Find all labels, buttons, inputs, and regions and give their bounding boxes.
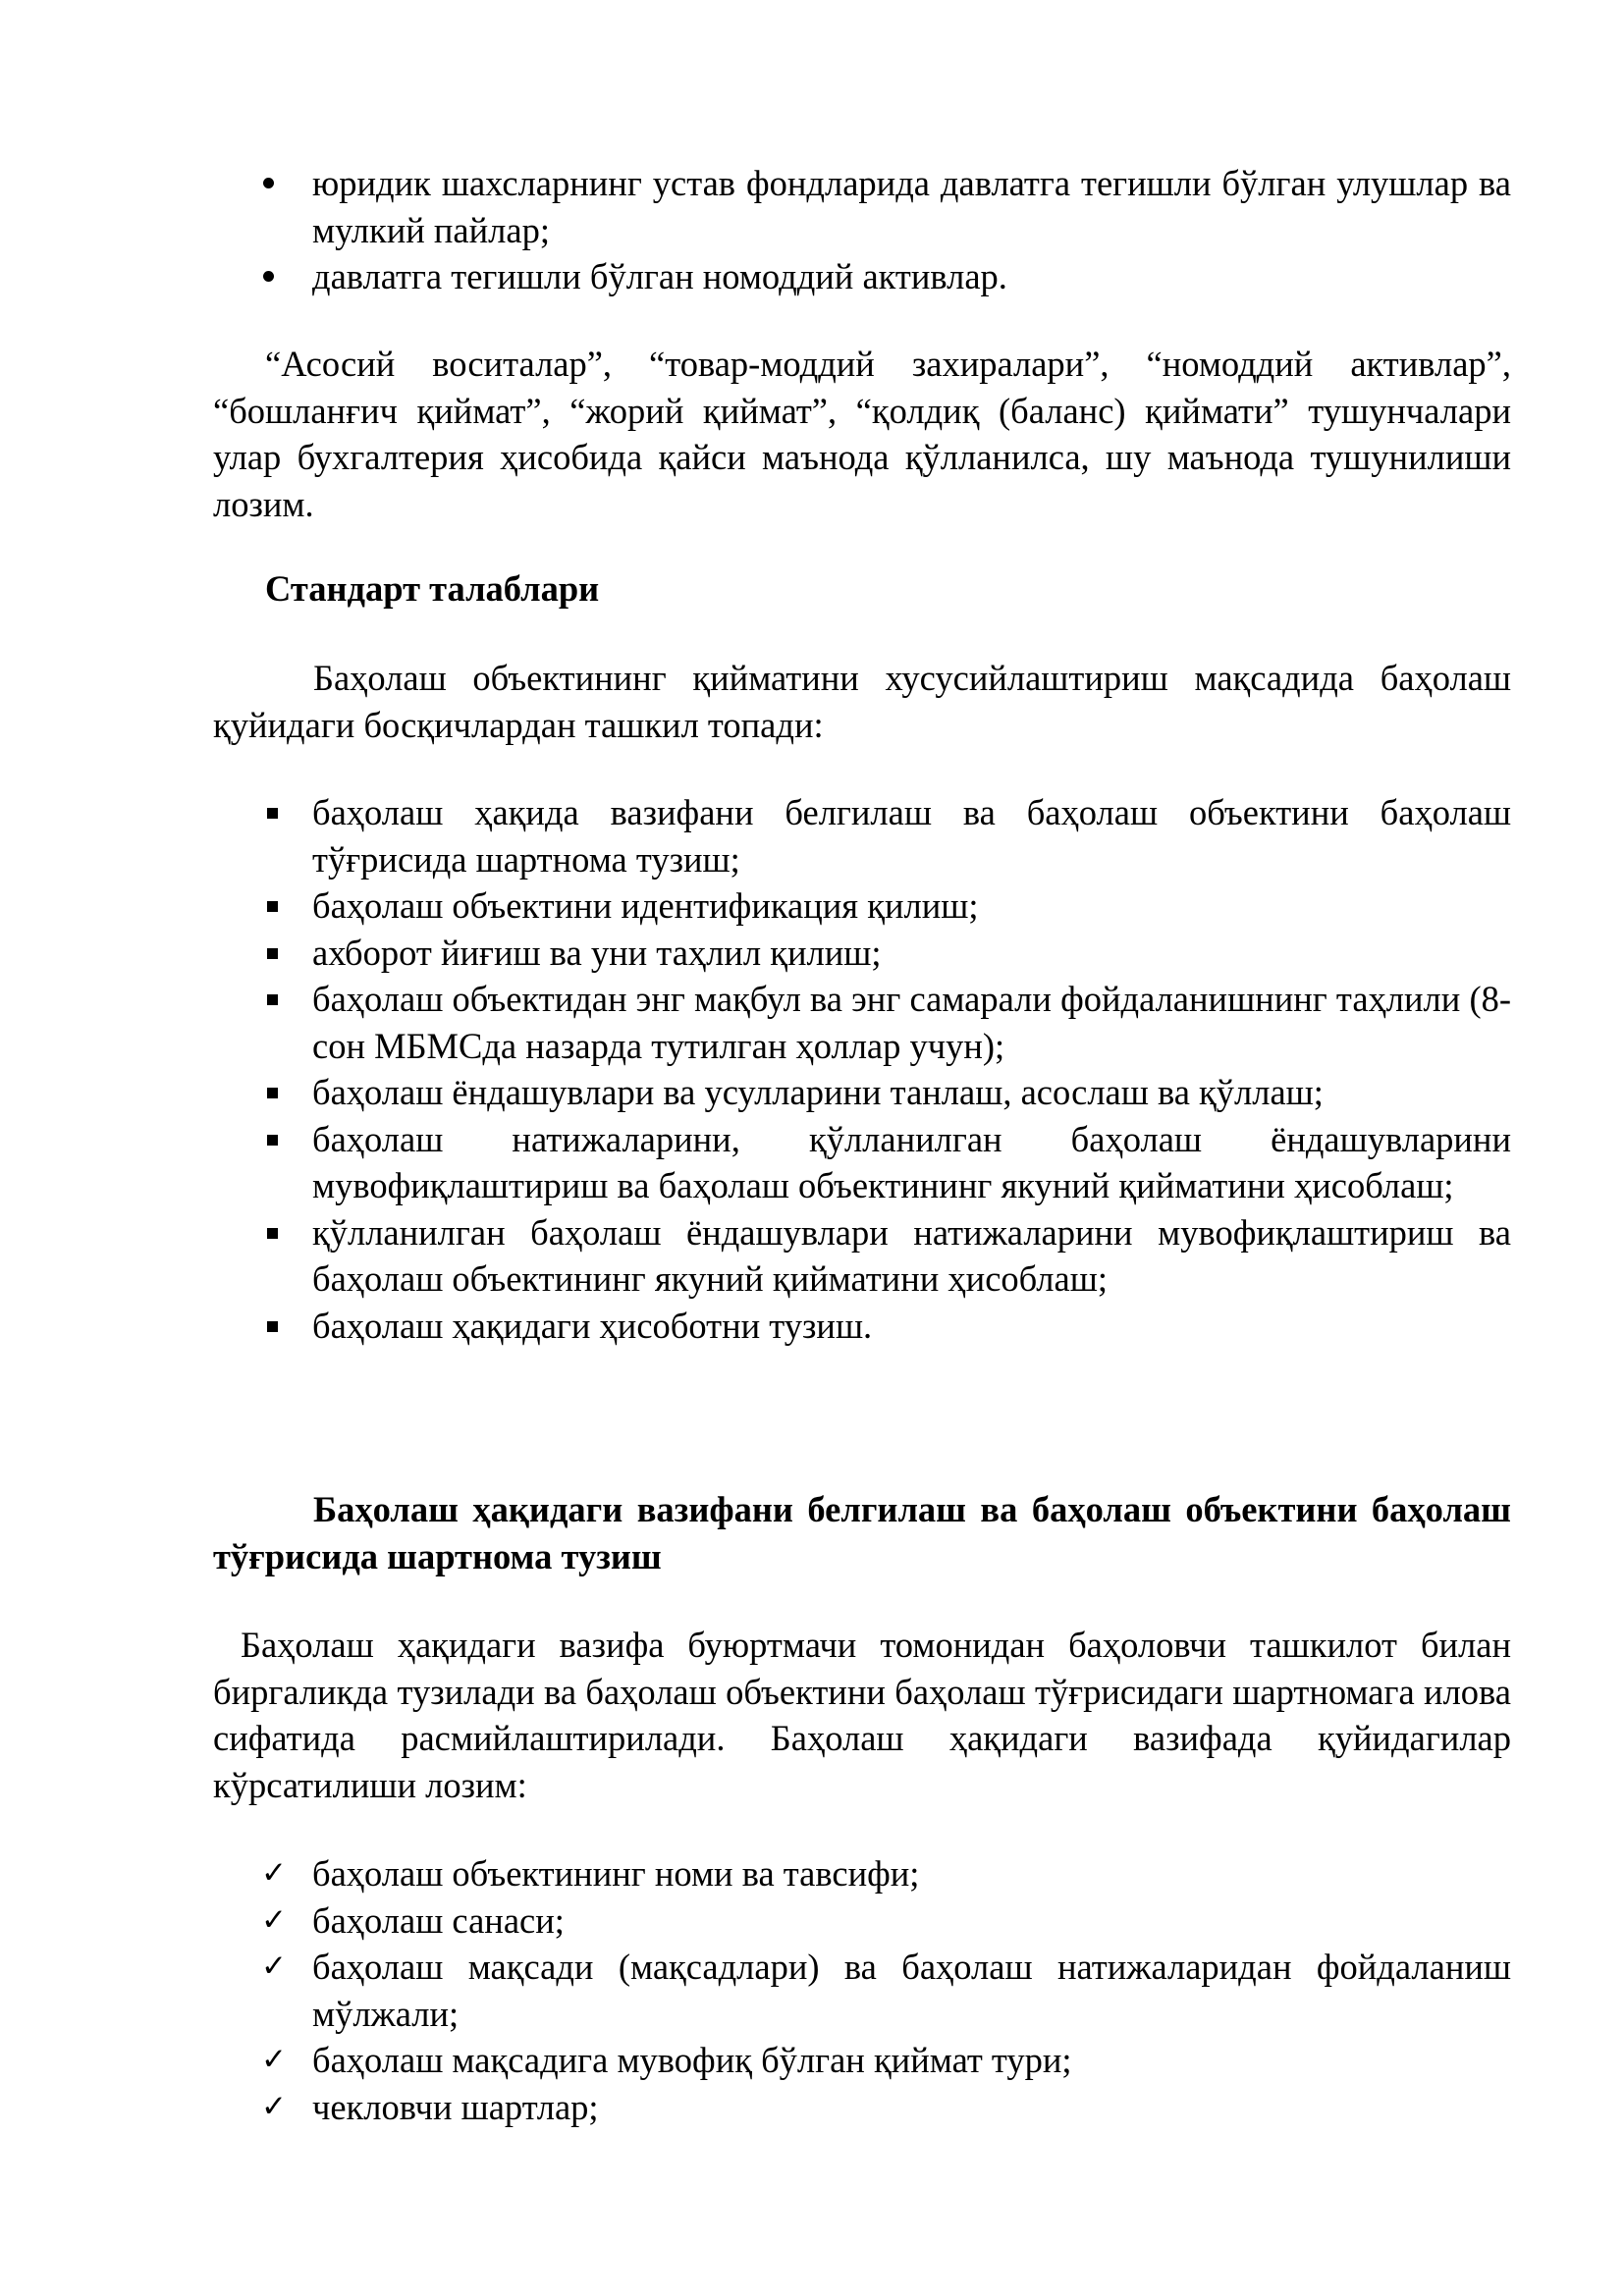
valuation-steps-list — [213, 789, 1511, 1349]
checkmark-icon: ✓ — [261, 2042, 287, 2077]
checkmark-icon: ✓ — [261, 1949, 287, 1984]
standard-intro-paragraph: Баҳолаш объектининг қийматини хусусийлаштириш мақсадида баҳолаш қуйидаги босқичлардан ташкил топади: — [213, 658, 1511, 745]
section-heading: Стандарт талаблари — [265, 568, 600, 609]
list-item: ✓ баҳолаш санаси; — [213, 1897, 1511, 1945]
task-intro-paragraph: Баҳолаш ҳақидаги вазифа буюртмачи томонидан баҳоловчи ташкилот билан биргаликда тузилади ва баҳолаш объектини баҳолаш тўғрисидаги шартномага илова сифатида расмийлаштирилади. Баҳолаш ҳақидаги вазифада қуйидагилар кўрсатилиши лозим: — [213, 1625, 1511, 1805]
list-item: баҳолаш ёндашувлари ва усулларини танлаш, асослаш ва қўллаш; — [213, 1069, 1511, 1116]
list-item: қўлланилган баҳолаш ёндашувлари натижаларини мувофиқлаштириш ва баҳолаш объектининг якуний қийматини ҳисоблаш; — [213, 1209, 1511, 1303]
checkmark-icon: ✓ — [261, 2088, 287, 2124]
list-item: баҳолаш объектини идентификация қилиш; — [213, 882, 1511, 930]
task-section-heading-block — [213, 1486, 1511, 1579]
list-item: ✓ чекловчи шартлар; — [213, 2084, 1511, 2131]
square-bullet-icon — [213, 1116, 246, 1163]
list-item: ✓ баҳолаш объектининг номи ва тавсифи; — [213, 1850, 1511, 1897]
square-bullet-icon — [213, 1209, 246, 1256]
square-bullet-icon — [213, 789, 246, 836]
round-bullet-icon — [260, 160, 294, 207]
list-item: баҳолаш ҳақидаги ҳисоботни тузиш. — [213, 1303, 1511, 1350]
list-item: ахборот йиғиш ва уни таҳлил қилиш; — [213, 930, 1511, 977]
definitions-paragraph-block — [213, 341, 1511, 527]
checkmark-icon: ✓ — [261, 1901, 287, 1938]
definitions-paragraph: “Асосий воситалар”, “товар-моддий захиралари”, “номоддий активлар”, “бошланғич қиймат”, “жорий қиймат”, “қолдиқ (баланс) қиймати” тушунчалари улар бухгалтерия ҳисобида қайси маънода қўлланилса, шу маънода тушунилиши лозим. — [213, 344, 1511, 524]
round-bullet-icon — [260, 253, 294, 300]
square-bullet-icon — [213, 1303, 246, 1350]
state-property-list — [213, 160, 1511, 300]
standard-intro-block — [213, 655, 1511, 748]
list-item: ✓ баҳолаш мақсадига мувофиқ бўлган қиймат тури; — [213, 2037, 1511, 2084]
task-requirements-checklist — [213, 1850, 1511, 2130]
square-bullet-icon — [213, 1069, 246, 1116]
list-item: юридик шахсларнинг устав фондларида давлатга тегишли бўлган улушлар ва мулкий пайлар; — [213, 160, 1511, 253]
list-item: баҳолаш натижаларини, қўлланилган баҳолаш ёндашувларини мувофиқлаштириш ва баҳолаш объектининг якуний қийматини ҳисоблаш; — [213, 1116, 1511, 1209]
list-item: давлатга тегишли бўлган номоддий активлар. — [213, 253, 1511, 300]
square-bullet-icon — [213, 882, 246, 930]
square-bullet-icon — [213, 976, 246, 1023]
list-item: баҳолаш ҳақида вазифани белгилаш ва баҳолаш объектини баҳолаш тўғрисида шартнома тузиш; — [213, 789, 1511, 882]
list-item: ✓ баҳолаш мақсади (мақсадлари) ва баҳолаш натижаларидан фойдаланиш мўлжали; — [213, 1944, 1511, 2037]
square-bullet-icon — [213, 930, 246, 977]
section-heading: Баҳолаш ҳақидаги вазифани белгилаш ва баҳолаш объектини баҳолаш тўғрисида шартнома тузиш — [213, 1489, 1511, 1576]
list-item: баҳолаш объектидан энг мақбул ва энг самарали фойдаланишнинг таҳлили (8-сон МБМСда назарда тутилган ҳоллар учун); — [213, 976, 1511, 1069]
checkmark-icon: ✓ — [261, 1855, 287, 1891]
task-intro-block — [213, 1622, 1511, 1808]
standard-section-heading-block — [213, 565, 1511, 613]
